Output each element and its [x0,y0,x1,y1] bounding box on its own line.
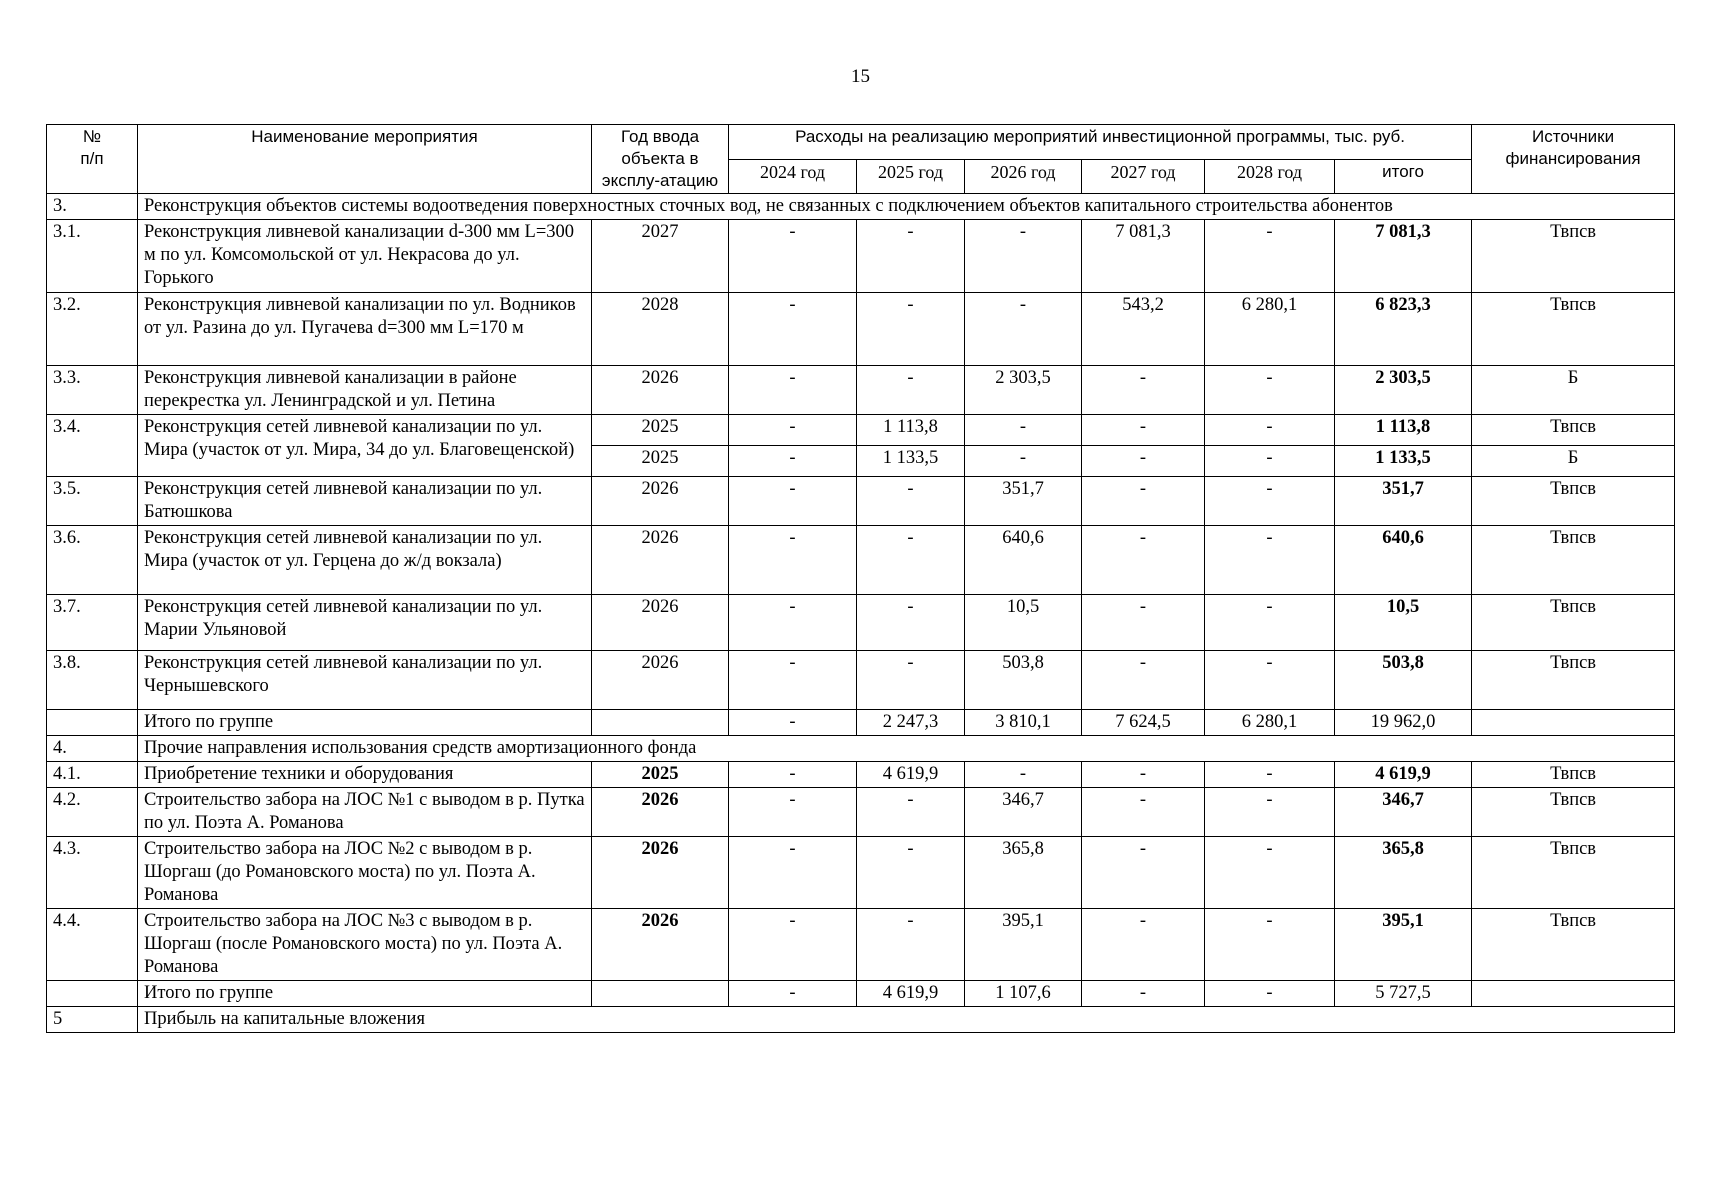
header-2024: 2024 год [729,159,857,194]
row-num: 3.6. [47,526,138,595]
group-total-row [47,981,1675,1007]
row-2025: - [857,909,965,981]
row-year: 2026 [592,909,729,981]
row-2025: - [857,366,965,415]
row-2024: - [729,477,857,526]
row-2026: - [965,293,1082,366]
page-number: 15 [851,66,870,87]
row-2025: - [857,293,965,366]
row-num [47,710,138,736]
section-title: Реконструкция объектов системы водоотведения поверхностных сточных вод, не связанных с подключением объектов капитального строительства абонентов [138,194,1675,220]
row-year: 2026 [592,366,729,415]
row-2026: 351,7 [965,477,1082,526]
row-2027: - [1082,762,1205,788]
row-year: 2025 [592,446,729,477]
row-2026: - [965,762,1082,788]
row-2027: - [1082,477,1205,526]
row-name: Реконструкция сетей ливневой канализации по ул. Мира (участок от ул. Герцена до ж/д вокзала) [138,526,592,595]
row-2026: 365,8 [965,837,1082,909]
row-num: 3.1. [47,220,138,293]
total-2025: 2 247,3 [857,710,965,736]
row-2025: 1 133,5 [857,446,965,477]
row-source: Твпсв [1472,909,1675,981]
row-2024: - [729,526,857,595]
row-name: Реконструкция сетей ливневой канализации по ул. Марии Ульяновой [138,595,592,651]
row-2026: 503,8 [965,651,1082,710]
row-total: 365,8 [1335,837,1472,909]
row-num: 3.4. [47,415,138,477]
header-num: № п/п [47,125,138,194]
row-year: 2026 [592,595,729,651]
section-num: 5 [47,1007,138,1033]
row-2028: - [1205,909,1335,981]
section-title: Прибыль на капитальные вложения [138,1007,1675,1033]
total-2026: 1 107,6 [965,981,1082,1007]
row-num: 3.2. [47,293,138,366]
table-row [47,909,1675,981]
total-2027: - [1082,981,1205,1007]
row-year [592,710,729,736]
row-source [1472,981,1675,1007]
row-num: 3.5. [47,477,138,526]
row-num: 3.7. [47,595,138,651]
group-total-label: Итого по группе [138,981,592,1007]
total-2028: - [1205,981,1335,1007]
row-2028: - [1205,366,1335,415]
row-year: 2025 [592,762,729,788]
row-source: Б [1472,446,1675,477]
row-2027: - [1082,526,1205,595]
row-source: Твпсв [1472,837,1675,909]
row-year: 2026 [592,526,729,595]
table-row [47,651,1675,710]
row-2024: - [729,909,857,981]
section-row [47,736,1675,762]
row-2025: - [857,837,965,909]
row-total: 1 113,8 [1335,415,1472,446]
table-row [47,220,1675,293]
row-source: Твпсв [1472,788,1675,837]
row-name: Реконструкция сетей ливневой канализации по ул. Чернышевского [138,651,592,710]
row-name: Строительство забора на ЛОС №2 с выводом в р. Шоргаш (до Романовского моста) по ул. Поэта А. Романова [138,837,592,909]
row-2024: - [729,220,857,293]
row-source: Твпсв [1472,477,1675,526]
row-2027: - [1082,788,1205,837]
row-year: 2026 [592,477,729,526]
table-row [47,595,1675,651]
row-2024: - [729,446,857,477]
row-2027: - [1082,446,1205,477]
header-2025: 2025 год [857,159,965,194]
row-num [47,981,138,1007]
row-2025: - [857,788,965,837]
row-total: 395,1 [1335,909,1472,981]
row-2028: - [1205,762,1335,788]
table-row [47,477,1675,526]
total-2025: 4 619,9 [857,981,965,1007]
row-2027: 543,2 [1082,293,1205,366]
table-row [47,526,1675,595]
row-2027: - [1082,366,1205,415]
row-total: 351,7 [1335,477,1472,526]
header-name: Наименование мероприятия [138,125,592,194]
row-source: Твпсв [1472,293,1675,366]
group-total-label: Итого по группе [138,710,592,736]
row-2028: - [1205,415,1335,446]
row-year: 2026 [592,788,729,837]
header-2027: 2027 год [1082,159,1205,194]
row-2025: 1 113,8 [857,415,965,446]
row-total: 2 303,5 [1335,366,1472,415]
header-total: итого [1335,159,1472,194]
header-2026: 2026 год [965,159,1082,194]
row-year: 2026 [592,651,729,710]
row-num: 3.3. [47,366,138,415]
row-2028: 6 280,1 [1205,293,1335,366]
row-total: 346,7 [1335,788,1472,837]
row-2024: - [729,415,857,446]
row-name: Реконструкция ливневой канализации по ул. Водников от ул. Разина до ул. Пугачева d=300 мм L=170 м [138,293,592,366]
row-name: Реконструкция ливневой канализации в районе перекрестка ул. Ленинградской и ул. Петина [138,366,592,415]
row-total: 640,6 [1335,526,1472,595]
row-name: Строительство забора на ЛОС №1 с выводом в р. Путка по ул. Поэта А. Романова [138,788,592,837]
row-total: 503,8 [1335,651,1472,710]
row-2028: - [1205,477,1335,526]
total-2024: - [729,981,857,1007]
row-2025: - [857,220,965,293]
header-2028: 2028 год [1205,159,1335,194]
row-num: 4.4. [47,909,138,981]
row-2024: - [729,788,857,837]
table-row [47,293,1675,366]
row-2026: 395,1 [965,909,1082,981]
total-2027: 7 624,5 [1082,710,1205,736]
row-2025: - [857,526,965,595]
row-source: Твпсв [1472,762,1675,788]
row-2024: - [729,366,857,415]
row-total: 1 133,5 [1335,446,1472,477]
row-year: 2028 [592,293,729,366]
header-sources: Источники финансирования [1472,125,1675,194]
row-num: 4.1. [47,762,138,788]
row-2028: - [1205,788,1335,837]
row-source: Б [1472,366,1675,415]
row-2027: 7 081,3 [1082,220,1205,293]
row-name: Реконструкция ливневой канализации d-300 мм L=300 м по ул. Комсомольской от ул. Некрасова до ул. Горького [138,220,592,293]
total-total: 19 962,0 [1335,710,1472,736]
row-2025: - [857,651,965,710]
table-row [47,415,1675,446]
row-2028: - [1205,220,1335,293]
row-name: Реконструкция сетей ливневой канализации по ул. Мира (участок от ул. Мира, 34 до ул. Благовещенской) [138,415,592,477]
row-name: Приобретение техники и оборудования [138,762,592,788]
row-name: Реконструкция сетей ливневой канализации по ул. Батюшкова [138,477,592,526]
total-2024: - [729,710,857,736]
investment-program-table [46,124,1675,1033]
row-year: 2025 [592,415,729,446]
row-total: 10,5 [1335,595,1472,651]
row-2027: - [1082,595,1205,651]
row-num: 4.3. [47,837,138,909]
row-source: Твпсв [1472,651,1675,710]
row-total: 7 081,3 [1335,220,1472,293]
row-2026: 10,5 [965,595,1082,651]
table-row [47,366,1675,415]
row-source: Твпсв [1472,415,1675,446]
row-2026: - [965,446,1082,477]
row-2028: - [1205,837,1335,909]
section-row [47,1007,1675,1033]
row-2025: - [857,595,965,651]
section-num: 4. [47,736,138,762]
row-year: 2026 [592,837,729,909]
table-row [47,837,1675,909]
total-2026: 3 810,1 [965,710,1082,736]
row-year: 2027 [592,220,729,293]
group-total-row [47,710,1675,736]
row-2026: 2 303,5 [965,366,1082,415]
row-2024: - [729,762,857,788]
section-title: Прочие направления использования средств амортизационного фонда [138,736,1675,762]
row-2028: - [1205,446,1335,477]
row-2024: - [729,651,857,710]
row-num: 4.2. [47,788,138,837]
section-row [47,194,1675,220]
row-source: Твпсв [1472,220,1675,293]
row-year [592,981,729,1007]
row-2028: - [1205,526,1335,595]
row-source: Твпсв [1472,595,1675,651]
row-2027: - [1082,415,1205,446]
row-2026: - [965,415,1082,446]
row-2027: - [1082,837,1205,909]
header-expenses: Расходы на реализацию мероприятий инвестиционной программы, тыс. руб. [729,125,1472,160]
row-total: 4 619,9 [1335,762,1472,788]
row-2026: 640,6 [965,526,1082,595]
row-total: 6 823,3 [1335,293,1472,366]
table-row [47,788,1675,837]
row-2028: - [1205,651,1335,710]
header-year: Год ввода объекта в эксплу-атацию [592,125,729,194]
row-source [1472,710,1675,736]
row-2026: 346,7 [965,788,1082,837]
row-2025: - [857,477,965,526]
row-2028: - [1205,595,1335,651]
row-2025: 4 619,9 [857,762,965,788]
section-num: 3. [47,194,138,220]
row-2024: - [729,837,857,909]
row-num: 3.8. [47,651,138,710]
total-total: 5 727,5 [1335,981,1472,1007]
row-name: Строительство забора на ЛОС №3 с выводом в р. Шоргаш (после Романовского моста) по ул. Поэта А. Романова [138,909,592,981]
row-source: Твпсв [1472,526,1675,595]
row-2024: - [729,293,857,366]
table-row [47,762,1675,788]
row-2027: - [1082,909,1205,981]
row-2024: - [729,595,857,651]
row-2026: - [965,220,1082,293]
row-2027: - [1082,651,1205,710]
total-2028: 6 280,1 [1205,710,1335,736]
